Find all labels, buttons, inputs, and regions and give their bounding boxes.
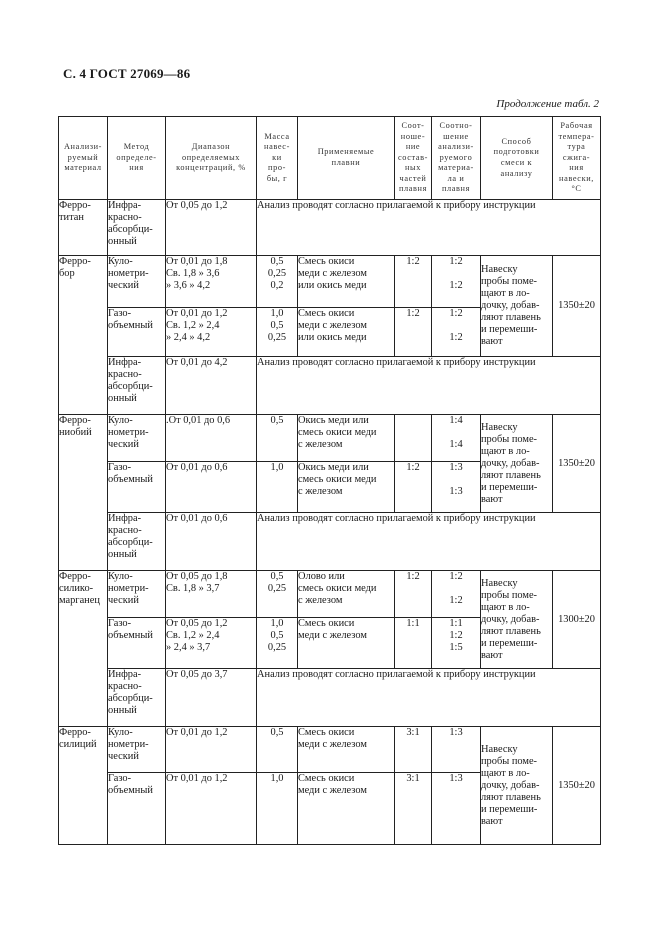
cell-line: Окись меди или bbox=[298, 415, 369, 426]
mass-cell bbox=[257, 571, 298, 618]
material-cell bbox=[59, 256, 108, 415]
cell-line: ных bbox=[405, 163, 421, 173]
method-cell bbox=[108, 200, 166, 256]
method-cell bbox=[108, 669, 166, 727]
cell-line: анализи- bbox=[438, 142, 474, 152]
table-row bbox=[59, 200, 601, 256]
cell-line: Св. 1,8 » 3,7 bbox=[166, 583, 220, 594]
flux-ratio-cell: 1:1 bbox=[395, 618, 432, 669]
cell-line: Инфра- bbox=[108, 513, 142, 524]
cell-line: Диапазон bbox=[191, 142, 231, 152]
cell-line: От 0,01 до 0,6 bbox=[166, 462, 228, 473]
cell-line: бор bbox=[59, 268, 75, 279]
cell-line: Св. 1,8 » 3,6 bbox=[166, 268, 220, 279]
cell-line: ческий bbox=[108, 595, 139, 606]
mass-cell bbox=[257, 727, 298, 773]
cell-line: онный bbox=[108, 393, 137, 404]
cell-line: с железом bbox=[298, 486, 343, 497]
header-flux bbox=[298, 117, 395, 200]
cell-line: тура bbox=[567, 142, 586, 152]
cell-line: абсорбци- bbox=[108, 693, 153, 704]
cell-line: 1,0 bbox=[270, 773, 284, 784]
table-continuation-label: Продолжение табл. 2 bbox=[496, 98, 599, 110]
cell-line: состав- bbox=[397, 152, 428, 162]
flux-cell bbox=[298, 308, 395, 357]
cell-line: определяемых bbox=[181, 152, 241, 162]
cell-line: про- bbox=[268, 163, 286, 173]
cell-line: 1:4 bbox=[449, 439, 463, 450]
cell-line: Газо- bbox=[108, 773, 132, 784]
cell-line: и перемеши- bbox=[481, 481, 538, 493]
cell-line: 1:2 bbox=[449, 595, 463, 606]
cell-line: и перемеши- bbox=[481, 803, 538, 815]
cell-line: Инфра- bbox=[108, 200, 142, 211]
cell-line: определе- bbox=[116, 152, 157, 162]
sample-ratio-cell bbox=[432, 571, 481, 618]
method-cell bbox=[108, 308, 166, 357]
range-cell: От 0,05 до 1,2 bbox=[166, 200, 257, 256]
cell-line: » 2,4 » 3,7 bbox=[166, 642, 211, 653]
table-row bbox=[59, 727, 601, 773]
cell-line: щают в ло- bbox=[481, 445, 530, 457]
material-cell bbox=[59, 727, 108, 845]
cell-line: От 0,01 до 1,2 bbox=[166, 308, 228, 319]
cell-line: 0,2 bbox=[270, 280, 284, 291]
cell-line: титан bbox=[59, 212, 84, 223]
range-cell bbox=[166, 618, 257, 669]
flux-cell bbox=[298, 773, 395, 845]
cell-line: плавня bbox=[441, 184, 471, 194]
sample-ratio-cell bbox=[432, 415, 481, 462]
cell-line: 1:2 bbox=[449, 280, 463, 291]
cell-line: 1:1 bbox=[449, 618, 463, 629]
cell-line: силиций bbox=[59, 739, 97, 750]
sample-ratio-cell bbox=[432, 256, 481, 308]
cell-line: Куло- bbox=[108, 256, 133, 267]
method-cell bbox=[108, 513, 166, 571]
cell-line: дочку, добав- bbox=[481, 300, 540, 311]
cell-line: ниобий bbox=[59, 427, 92, 438]
cell-line: Навеску bbox=[481, 421, 518, 433]
cell-line: руемый bbox=[67, 152, 99, 162]
cell-line: пробы поме- bbox=[481, 276, 538, 287]
cell-line: ноше- bbox=[400, 131, 426, 141]
cell-line: красно- bbox=[108, 212, 142, 223]
cell-line: нометри- bbox=[108, 268, 149, 279]
cell-line: °С bbox=[571, 184, 582, 194]
cell-line: От 0,01 до 1,8 bbox=[166, 256, 228, 267]
cell-line: нометри- bbox=[108, 583, 149, 594]
cell-line: меди с железом bbox=[298, 630, 367, 641]
cell-line: щают в ло- bbox=[481, 767, 530, 779]
mass-cell bbox=[257, 256, 298, 308]
header-preparation bbox=[481, 117, 553, 200]
cell-line: и перемеши- bbox=[481, 637, 538, 649]
preparation-cell bbox=[481, 571, 553, 669]
range-cell: От 0,05 до 3,7 bbox=[166, 669, 257, 727]
cell-line: От 0,05 до 1,2 bbox=[166, 618, 228, 629]
cell-line: абсорбци- bbox=[108, 537, 153, 548]
sample-ratio-cell bbox=[432, 618, 481, 669]
cell-line: 0,5 bbox=[270, 415, 284, 426]
mass-cell bbox=[257, 618, 298, 669]
mass-cell bbox=[257, 308, 298, 357]
cell-line: ния bbox=[569, 163, 584, 173]
range-cell bbox=[166, 256, 257, 308]
flux-ratio-cell: 1:2 bbox=[395, 256, 432, 308]
cell-line: Смесь окиси bbox=[298, 727, 355, 738]
range-cell bbox=[166, 571, 257, 618]
table-row bbox=[59, 256, 601, 308]
cell-line: пробы поме- bbox=[481, 433, 538, 445]
cell-line: Ферро- bbox=[59, 256, 91, 267]
cell-line: частей bbox=[399, 173, 427, 183]
cell-line: 0,25 bbox=[267, 642, 287, 653]
cell-line: навес- bbox=[264, 142, 290, 152]
cell-line: Ферро- bbox=[59, 571, 91, 582]
temperature-cell: 1300±20 bbox=[553, 571, 601, 669]
cell-line: руемого bbox=[439, 152, 473, 162]
cell-line: 1:3 bbox=[449, 773, 463, 784]
header-mass bbox=[257, 117, 298, 200]
cell-line: .От 0,01 до 0,6 bbox=[166, 415, 231, 426]
instruction-note: Анализ проводят согласно прилагаемой к прибору инструкции bbox=[257, 200, 601, 256]
cell-line: Навеску bbox=[481, 577, 518, 589]
cell-line: меди с железом bbox=[298, 785, 367, 796]
cell-line: ляют плавень bbox=[481, 469, 541, 481]
cell-line: Ферро- bbox=[59, 415, 91, 426]
cell-line: ляют плавень bbox=[481, 625, 541, 637]
cell-line: и перемеши- bbox=[481, 324, 538, 335]
cell-line: 1:2 bbox=[449, 630, 463, 641]
cell-line: вают bbox=[481, 815, 503, 827]
cell-line: плавни bbox=[331, 158, 361, 167]
cell-line: с железом bbox=[298, 595, 343, 606]
cell-line: красно- bbox=[108, 681, 142, 692]
sample-ratio-cell bbox=[432, 727, 481, 773]
cell-line: сжига- bbox=[562, 152, 591, 162]
table-row bbox=[59, 669, 601, 727]
header-sample-flux-ratio bbox=[432, 117, 481, 200]
flux-ratio-cell: 1:2 bbox=[395, 308, 432, 357]
cell-line: бы, г bbox=[266, 173, 288, 183]
cell-line: Метод bbox=[123, 142, 150, 152]
table-row bbox=[59, 415, 601, 462]
temperature-cell: 1350±20 bbox=[553, 415, 601, 513]
cell-line: вают bbox=[481, 336, 503, 347]
cell-line: ческий bbox=[108, 751, 139, 762]
flux-ratio-cell bbox=[395, 415, 432, 462]
cell-line: Смесь окиси bbox=[298, 773, 355, 784]
flux-ratio-cell: 1:2 bbox=[395, 462, 432, 513]
cell-line: смесь окиси меди bbox=[298, 474, 377, 485]
table-header-row bbox=[59, 117, 601, 200]
cell-line: 0,25 bbox=[267, 268, 287, 279]
method-cell bbox=[108, 773, 166, 845]
range-cell bbox=[166, 308, 257, 357]
instruction-note: Анализ проводят согласно прилагаемой к прибору инструкции bbox=[257, 513, 601, 571]
page-header: С. 4 ГОСТ 27069—86 bbox=[63, 66, 191, 81]
cell-line: Олово или bbox=[298, 571, 345, 582]
header-method bbox=[108, 117, 166, 200]
cell-line: пробы поме- bbox=[481, 755, 538, 767]
cell-line: 0,5 bbox=[270, 727, 284, 738]
cell-line: ляют плавень bbox=[481, 791, 541, 803]
cell-line: Ферро- bbox=[59, 200, 91, 211]
cell-line: ческий bbox=[108, 280, 139, 291]
method-cell bbox=[108, 571, 166, 618]
cell-line: Куло- bbox=[108, 571, 133, 582]
cell-line: онный bbox=[108, 705, 137, 716]
instruction-note: Анализ проводят согласно прилагаемой к прибору инструкции bbox=[257, 669, 601, 727]
cell-line: Смесь окиси bbox=[298, 308, 355, 319]
preparation-cell bbox=[481, 727, 553, 845]
cell-line: абсорбци- bbox=[108, 224, 153, 235]
cell-line: шение bbox=[443, 131, 469, 141]
table-row bbox=[59, 357, 601, 415]
cell-line: От 0,05 до 1,8 bbox=[166, 571, 228, 582]
mass-cell bbox=[257, 773, 298, 845]
cell-line: Соотно- bbox=[439, 120, 473, 130]
cell-line: Окись меди или bbox=[298, 462, 369, 473]
cell-line: 1:2 bbox=[449, 308, 463, 319]
cell-line: 0,25 bbox=[267, 332, 287, 343]
cell-line: 1,0 bbox=[270, 308, 284, 319]
mass-cell bbox=[257, 415, 298, 462]
cell-line: Масса bbox=[264, 131, 290, 141]
cell-line: дочку, добав- bbox=[481, 457, 540, 469]
flux-cell bbox=[298, 571, 395, 618]
cell-line: 0,5 bbox=[270, 320, 284, 331]
preparation-cell bbox=[481, 256, 553, 357]
cell-line: Способ bbox=[501, 136, 532, 146]
cell-line: Газо- bbox=[108, 308, 132, 319]
cell-line: ние bbox=[405, 142, 421, 152]
gas-analysis-table bbox=[58, 116, 601, 845]
cell-line: 1,0 bbox=[270, 462, 284, 473]
cell-line: материал bbox=[64, 163, 102, 173]
sample-ratio-cell bbox=[432, 462, 481, 513]
cell-line: Инфра- bbox=[108, 357, 142, 368]
table-row bbox=[59, 571, 601, 618]
method-cell bbox=[108, 415, 166, 462]
cell-line: 1:4 bbox=[449, 415, 463, 426]
cell-line: Применяемые bbox=[317, 147, 375, 157]
cell-line: навески, bbox=[559, 173, 594, 183]
cell-line: 1:3 bbox=[449, 462, 463, 473]
header-flux-ratio bbox=[395, 117, 432, 200]
cell-line: анализу bbox=[500, 168, 533, 178]
cell-line: концентраций, % bbox=[176, 163, 246, 173]
cell-line: 1:5 bbox=[449, 642, 463, 653]
cell-line: марганец bbox=[59, 595, 100, 606]
flux-cell bbox=[298, 462, 395, 513]
cell-line: Ферро- bbox=[59, 727, 91, 738]
cell-line: красно- bbox=[108, 369, 142, 380]
method-cell bbox=[108, 357, 166, 415]
cell-line: подготовки bbox=[493, 147, 540, 157]
cell-line: ческий bbox=[108, 439, 139, 450]
flux-ratio-cell: 1:2 bbox=[395, 571, 432, 618]
flux-cell bbox=[298, 415, 395, 462]
cell-line: Навеску bbox=[481, 743, 518, 755]
cell-line: темпера- bbox=[558, 131, 595, 141]
cell-line: меди с железом bbox=[298, 320, 367, 331]
cell-line: смесь окиси меди bbox=[298, 427, 377, 438]
cell-line: » 3,6 » 4,2 bbox=[166, 280, 211, 291]
instruction-note: Анализ проводят согласно прилагаемой к прибору инструкции bbox=[257, 357, 601, 415]
method-cell bbox=[108, 727, 166, 773]
cell-line: » 2,4 » 4,2 bbox=[166, 332, 211, 343]
cell-line: онный bbox=[108, 236, 137, 247]
cell-line: 1:2 bbox=[449, 332, 463, 343]
cell-line: Смесь окиси bbox=[298, 618, 355, 629]
cell-line: ния bbox=[129, 163, 144, 173]
cell-line: Смесь окиси bbox=[298, 256, 355, 267]
flux-cell bbox=[298, 256, 395, 308]
range-cell: От 0,01 до 4,2 bbox=[166, 357, 257, 415]
cell-line: 1:3 bbox=[449, 727, 463, 738]
cell-line: 0,5 bbox=[270, 630, 284, 641]
method-cell bbox=[108, 618, 166, 669]
cell-line: Куло- bbox=[108, 727, 133, 738]
flux-cell bbox=[298, 727, 395, 773]
cell-line: объемный bbox=[108, 630, 153, 641]
flux-ratio-cell: 3:1 bbox=[395, 773, 432, 845]
cell-line: вают bbox=[481, 493, 503, 505]
cell-line: Газо- bbox=[108, 618, 132, 629]
temperature-cell: 1350±20 bbox=[553, 256, 601, 357]
cell-line: красно- bbox=[108, 525, 142, 536]
sample-ratio-cell bbox=[432, 773, 481, 845]
cell-line: 0,5 bbox=[270, 256, 284, 267]
cell-line: нометри- bbox=[108, 427, 149, 438]
material-cell bbox=[59, 200, 108, 256]
table-row bbox=[59, 513, 601, 571]
cell-line: щают в ло- bbox=[481, 601, 530, 613]
cell-line: Св. 1,2 » 2,4 bbox=[166, 630, 220, 641]
cell-line: ки bbox=[272, 152, 282, 162]
cell-line: щают в ло- bbox=[481, 288, 530, 299]
cell-line: дочку, добав- bbox=[481, 779, 540, 791]
cell-line: Рабочая bbox=[560, 120, 593, 130]
cell-line: 0,5 bbox=[270, 571, 284, 582]
cell-line: Навеску bbox=[481, 264, 518, 275]
range-cell bbox=[166, 773, 257, 845]
cell-line: 1,0 bbox=[270, 618, 284, 629]
flux-cell bbox=[298, 618, 395, 669]
cell-line: От 0,01 до 1,2 bbox=[166, 773, 228, 784]
cell-line: объемный bbox=[108, 320, 153, 331]
cell-line: или окись меди bbox=[298, 280, 367, 291]
flux-ratio-cell: 3:1 bbox=[395, 727, 432, 773]
cell-line: объемный bbox=[108, 785, 153, 796]
cell-line: дочку, добав- bbox=[481, 613, 540, 625]
material-cell bbox=[59, 415, 108, 571]
cell-line: или окись меди bbox=[298, 332, 367, 343]
range-cell bbox=[166, 462, 257, 513]
method-cell bbox=[108, 256, 166, 308]
cell-line: 0,25 bbox=[267, 583, 287, 594]
cell-line: Св. 1,2 » 2,4 bbox=[166, 320, 220, 331]
cell-line: Анализи- bbox=[63, 142, 103, 152]
cell-line: нометри- bbox=[108, 739, 149, 750]
cell-line: плавня bbox=[398, 184, 428, 194]
cell-line: Инфра- bbox=[108, 669, 142, 680]
cell-line: объемный bbox=[108, 474, 153, 485]
cell-line: ла и bbox=[447, 173, 465, 183]
method-cell bbox=[108, 462, 166, 513]
sample-ratio-cell bbox=[432, 308, 481, 357]
cell-line: вают bbox=[481, 649, 503, 661]
cell-line: смесь окиси меди bbox=[298, 583, 377, 594]
cell-line: Соот- bbox=[401, 120, 425, 130]
cell-line: пробы поме- bbox=[481, 589, 538, 601]
cell-line: смеси к bbox=[500, 158, 533, 167]
cell-line: Газо- bbox=[108, 462, 132, 473]
header-temperature bbox=[553, 117, 601, 200]
material-cell bbox=[59, 571, 108, 727]
cell-line: абсорбци- bbox=[108, 381, 153, 392]
header-range bbox=[166, 117, 257, 200]
cell-line: онный bbox=[108, 549, 137, 560]
temperature-cell: 1350±20 bbox=[553, 727, 601, 845]
cell-line: силико- bbox=[59, 583, 94, 594]
cell-line: с железом bbox=[298, 439, 343, 450]
cell-line: ляют плавень bbox=[481, 312, 541, 323]
cell-line: меди с железом bbox=[298, 268, 367, 279]
cell-line: 1:2 bbox=[449, 256, 463, 267]
header-material bbox=[59, 117, 108, 200]
range-cell: От 0,01 до 0,6 bbox=[166, 513, 257, 571]
range-cell bbox=[166, 415, 257, 462]
cell-line: 1:2 bbox=[449, 571, 463, 582]
mass-cell bbox=[257, 462, 298, 513]
cell-line: От 0,01 до 1,2 bbox=[166, 727, 228, 738]
cell-line: материа- bbox=[438, 163, 474, 173]
preparation-cell bbox=[481, 415, 553, 513]
cell-line: 1:3 bbox=[449, 486, 463, 497]
cell-line: Куло- bbox=[108, 415, 133, 426]
range-cell bbox=[166, 727, 257, 773]
cell-line: меди с железом bbox=[298, 739, 367, 750]
